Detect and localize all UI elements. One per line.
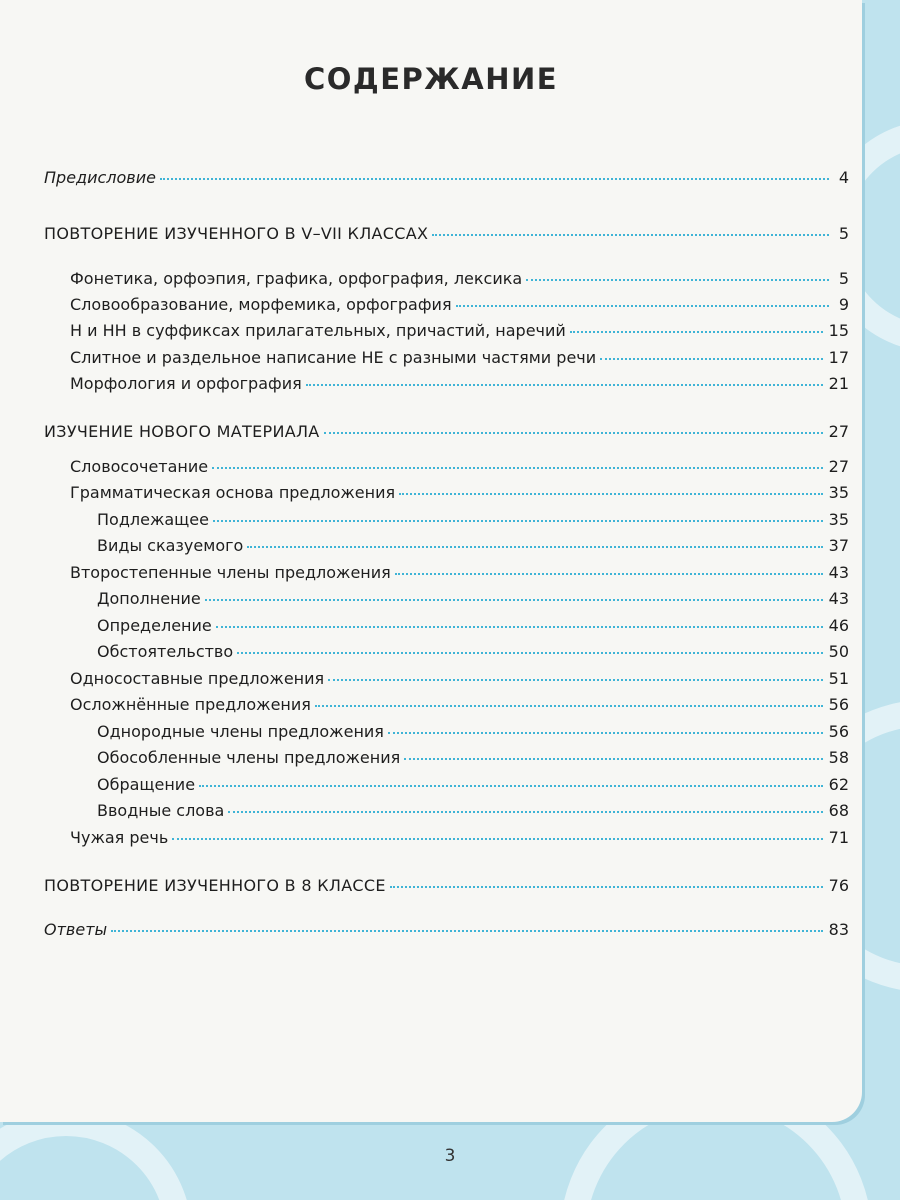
toc-entry-label: Обращение — [97, 775, 196, 794]
dot-leader — [315, 705, 823, 707]
toc-entry[interactable] — [44, 295, 849, 317]
toc-entry-label: Вводные слова — [97, 801, 225, 820]
toc-entry-page: 58 — [828, 748, 849, 767]
toc-entry[interactable] — [44, 589, 849, 611]
toc-entry-page: 43 — [828, 589, 849, 608]
page-number: 3 — [444, 1146, 456, 1166]
toc-entry-label: Н и НН в суффиксах прилагательных, причастий, наречий — [70, 321, 566, 340]
toc-entry-label: Фонетика, орфоэпия, графика, орфография, лексика — [70, 269, 523, 288]
toc-entry-label: Дополнение — [97, 589, 201, 608]
toc-entry-label: Обстоятельство — [97, 642, 234, 661]
toc-entry[interactable] — [44, 321, 849, 343]
dot-leader — [228, 811, 822, 813]
toc-entry-page: 68 — [828, 801, 849, 820]
dot-leader — [212, 467, 823, 469]
toc-entry-page: 56 — [828, 722, 849, 741]
toc-entry-label: Слитное и раздельное написание НЕ с разными частями речи — [70, 348, 597, 367]
dot-leader — [388, 732, 823, 734]
toc-entry[interactable] — [44, 801, 849, 823]
dot-leader — [216, 626, 823, 628]
toc-entry-label: Словообразование, морфемика, орфография — [70, 295, 452, 314]
toc-entry-label: Чужая речь — [70, 828, 169, 847]
toc-entry-page: 9 — [838, 295, 849, 314]
toc-entry-label: ИЗУЧЕНИЕ НОВОГО МАТЕРИАЛА — [44, 422, 320, 441]
toc-entry-page: 17 — [828, 348, 849, 367]
dot-leader — [432, 234, 829, 236]
toc-entry[interactable] — [44, 775, 849, 797]
toc-entry[interactable] — [44, 536, 849, 558]
toc-entry[interactable] — [44, 374, 849, 396]
toc-entry[interactable] — [44, 168, 849, 190]
toc-entry-page: 15 — [828, 321, 849, 340]
dot-leader — [328, 679, 822, 681]
toc-entry-page: 27 — [828, 457, 849, 476]
toc-entry[interactable] — [44, 828, 849, 850]
toc-entry-page: 37 — [828, 536, 849, 555]
toc-entry[interactable] — [44, 920, 849, 942]
dot-leader — [324, 432, 823, 434]
toc-entry-page: 76 — [828, 876, 849, 895]
toc-entry-label: Осложнённые предложения — [70, 695, 311, 714]
dot-leader — [306, 384, 823, 386]
toc-entry-label: Определение — [97, 616, 212, 635]
dot-leader — [205, 599, 823, 601]
toc-entry[interactable] — [44, 616, 849, 638]
toc-entry-page: 5 — [838, 224, 849, 243]
toc-entry[interactable] — [44, 422, 849, 444]
dot-leader — [213, 520, 823, 522]
toc-entry-page: 50 — [828, 642, 849, 661]
toc-entry[interactable] — [44, 669, 849, 691]
toc-entry-page: 43 — [828, 563, 849, 582]
toc-entry[interactable] — [44, 510, 849, 532]
toc-entry-label: Морфология и орфография — [70, 374, 302, 393]
toc-entry[interactable] — [44, 457, 849, 479]
dot-leader — [399, 493, 823, 495]
dot-leader — [390, 886, 823, 888]
dot-leader — [160, 178, 829, 180]
toc-entry-label: ПОВТОРЕНИЕ ИЗУЧЕННОГО В V–VII КЛАССАХ — [44, 224, 429, 243]
toc-entry[interactable] — [44, 269, 849, 291]
toc-entry-page: 83 — [828, 920, 849, 939]
toc-entry-page: 21 — [828, 374, 849, 393]
dot-leader — [600, 358, 823, 360]
toc-entry[interactable] — [44, 563, 849, 585]
toc-entry[interactable] — [44, 695, 849, 717]
toc-entry[interactable] — [44, 722, 849, 744]
toc-entry-label: Грамматическая основа предложения — [70, 483, 396, 502]
toc-entry-label: Виды сказуемого — [97, 536, 244, 555]
page-title: СОДЕРЖАНИЕ — [303, 62, 559, 96]
toc-entry-page: 62 — [828, 775, 849, 794]
toc-entry-label: Ответы — [44, 920, 108, 939]
dot-leader — [237, 652, 822, 654]
toc-entry-label: ПОВТОРЕНИЕ ИЗУЧЕННОГО В 8 КЛАССЕ — [44, 876, 386, 895]
toc-entry-page: 71 — [828, 828, 849, 847]
toc-entry-page: 5 — [838, 269, 849, 288]
toc-entry-label: Однородные члены предложения — [97, 722, 384, 741]
toc-entry[interactable] — [44, 748, 849, 770]
toc-entry-page: 56 — [828, 695, 849, 714]
dot-leader — [247, 546, 822, 548]
toc-entry[interactable] — [44, 348, 849, 370]
dot-leader — [199, 785, 823, 787]
toc-entry-label: Односоставные предложения — [70, 669, 325, 688]
toc-entry-page: 51 — [828, 669, 849, 688]
dot-leader — [570, 331, 823, 333]
toc-entry-label: Обособленные члены предложения — [97, 748, 401, 767]
toc-entry[interactable] — [44, 224, 849, 246]
toc-entry[interactable] — [44, 483, 849, 505]
dot-leader — [404, 758, 822, 760]
dot-leader — [526, 279, 829, 281]
toc-entry-page: 27 — [828, 422, 849, 441]
toc-entry-page: 4 — [838, 168, 849, 187]
toc-entry[interactable] — [44, 876, 849, 898]
toc-entry-page: 35 — [828, 510, 849, 529]
toc-entry-label: Предисловие — [44, 168, 156, 187]
toc-entry[interactable] — [44, 642, 849, 664]
dot-leader — [172, 838, 822, 840]
toc-entry-label: Словосочетание — [70, 457, 209, 476]
toc-entry-label: Подлежащее — [97, 510, 209, 529]
toc-entry-page: 46 — [828, 616, 849, 635]
dot-leader — [111, 930, 823, 932]
dot-leader — [395, 573, 823, 575]
dot-leader — [456, 305, 829, 307]
toc-entry-page: 35 — [828, 483, 849, 502]
toc-entry-label: Второстепенные члены предложения — [70, 563, 391, 582]
